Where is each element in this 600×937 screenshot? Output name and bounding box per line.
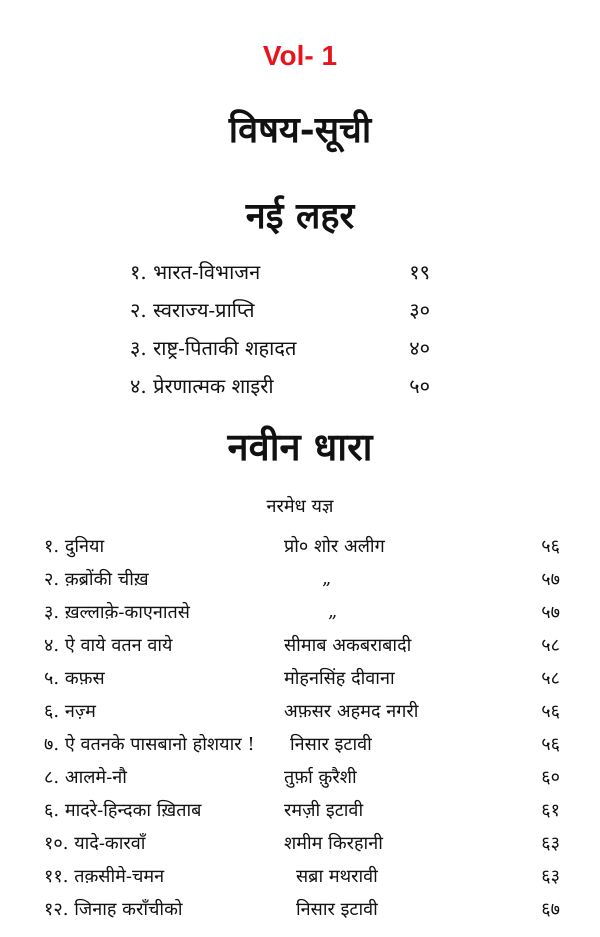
- item-number: ६.: [44, 799, 60, 821]
- item-entry: [130, 334, 296, 361]
- item-page: ५८: [541, 634, 560, 656]
- item-title: राष्ट्र-पिताकी शहादत: [153, 335, 297, 360]
- item-page: ५६: [541, 535, 560, 557]
- item-author: निसार इटावी: [290, 733, 372, 755]
- section-title-naveen-dhara: नवीन धारा: [227, 424, 373, 469]
- section-subtitle: नरमेध यज्ञ: [266, 496, 334, 517]
- list-item: [130, 366, 430, 404]
- list-item: [44, 826, 560, 859]
- item-entry: [44, 567, 284, 591]
- item-page: ६३: [541, 832, 560, 854]
- item-title: ऐ वाये वतन वाये: [64, 634, 173, 656]
- item-number: ७.: [44, 733, 60, 755]
- item-author: निसार इटावी: [296, 898, 378, 920]
- list-item: [44, 628, 560, 661]
- item-author: शमीम किरहानी: [284, 832, 383, 854]
- item-author: सीमाब अकबराबादी: [284, 634, 412, 656]
- item-page: ६१: [541, 799, 560, 821]
- item-entry: [44, 798, 284, 822]
- item-author: मोहनसिंह दीवाना: [284, 667, 395, 689]
- item-page: ५७: [541, 568, 560, 590]
- item-page: ५७: [541, 601, 560, 623]
- list-item: [44, 595, 560, 628]
- section-title-nai-lahar: नई लहर: [245, 195, 355, 237]
- item-number: २.: [130, 297, 147, 322]
- item-title: ख़ल्लाक़े-काएनातसे: [64, 601, 190, 623]
- item-entry: [44, 897, 284, 921]
- item-title: भारत-विभाजन: [153, 259, 261, 284]
- item-title: क़ब्रोंकी चीख़: [64, 568, 149, 590]
- item-number: १.: [130, 259, 147, 284]
- item-number: ४.: [44, 634, 60, 656]
- item-title: स्वराज्य-प्राप्ति: [153, 297, 255, 322]
- list-item: [130, 328, 430, 366]
- item-page: ४०: [409, 335, 430, 360]
- item-page: ५६: [541, 700, 560, 722]
- item-page: १९: [409, 259, 430, 284]
- section2-list: [44, 529, 560, 925]
- item-entry: [44, 765, 284, 789]
- item-number: १०.: [44, 832, 69, 854]
- item-title: जिनाह कराँचीको: [74, 898, 183, 920]
- item-number: ३.: [44, 601, 60, 623]
- item-title: तक़सीमे-चमन: [74, 865, 165, 887]
- list-item: [44, 859, 560, 892]
- item-entry: [44, 831, 284, 855]
- item-title: यादे-कारवाँ: [74, 832, 146, 854]
- list-item: [44, 661, 560, 694]
- item-number: ५.: [44, 667, 60, 689]
- list-item: [44, 694, 560, 727]
- item-number: ११.: [44, 865, 69, 887]
- item-number: २.: [44, 568, 60, 590]
- item-entry: [44, 699, 284, 723]
- list-item: [44, 760, 560, 793]
- item-author: अफ़सर अहमद नगरी: [284, 700, 419, 722]
- item-number: ४.: [130, 373, 147, 398]
- item-entry: [130, 372, 274, 399]
- item-page: ६३: [541, 865, 560, 887]
- item-page: ५६: [541, 733, 560, 755]
- item-number: १२.: [44, 898, 69, 920]
- section1-list: [130, 252, 430, 404]
- item-number: ८.: [44, 766, 60, 788]
- item-author: „: [328, 601, 338, 622]
- item-title: नज़्म: [64, 700, 96, 722]
- volume-label: Vol- 1: [262, 40, 338, 71]
- list-item: [44, 562, 560, 595]
- list-item: [44, 793, 560, 826]
- item-entry: [44, 732, 284, 756]
- item-entry: [44, 534, 284, 558]
- item-entry: [44, 600, 284, 624]
- contents-title: विषय-सूची: [228, 109, 372, 151]
- item-author: तुर्फ़ा क़ुरैशी: [284, 766, 357, 788]
- item-author: सब्रा मथरावी: [296, 865, 378, 887]
- item-page: ५०: [409, 373, 430, 398]
- item-number: ३.: [130, 335, 147, 360]
- item-number: ६.: [44, 700, 60, 722]
- item-number: १.: [44, 535, 60, 557]
- item-title: दुनिया: [64, 535, 105, 557]
- item-page: ५८: [541, 667, 560, 689]
- list-item: [44, 727, 560, 760]
- list-item: [130, 252, 430, 290]
- list-item: [44, 892, 560, 925]
- item-author: रमज़ी इटावी: [284, 799, 364, 821]
- item-entry: [130, 258, 260, 285]
- item-title: ऐ वतनके पासबानो होशयार !: [64, 733, 255, 755]
- item-author: „: [322, 568, 332, 589]
- item-page: ६७: [541, 898, 560, 920]
- item-page: ३०: [409, 297, 430, 322]
- item-entry: [44, 864, 284, 888]
- item-title: प्रेरणात्मक शाइरी: [153, 373, 274, 398]
- item-entry: [130, 296, 254, 323]
- item-entry: [44, 666, 284, 690]
- item-author: प्रो० शोर अलीग: [284, 535, 385, 557]
- item-title: मादरे-हिन्दका ख़िताब: [64, 799, 202, 821]
- item-page: ६०: [541, 766, 560, 788]
- item-entry: [44, 633, 284, 657]
- item-title: कफ़स: [64, 667, 105, 689]
- list-item: [130, 290, 430, 328]
- item-title: आलमे-नौ: [64, 766, 127, 788]
- list-item: [44, 529, 560, 562]
